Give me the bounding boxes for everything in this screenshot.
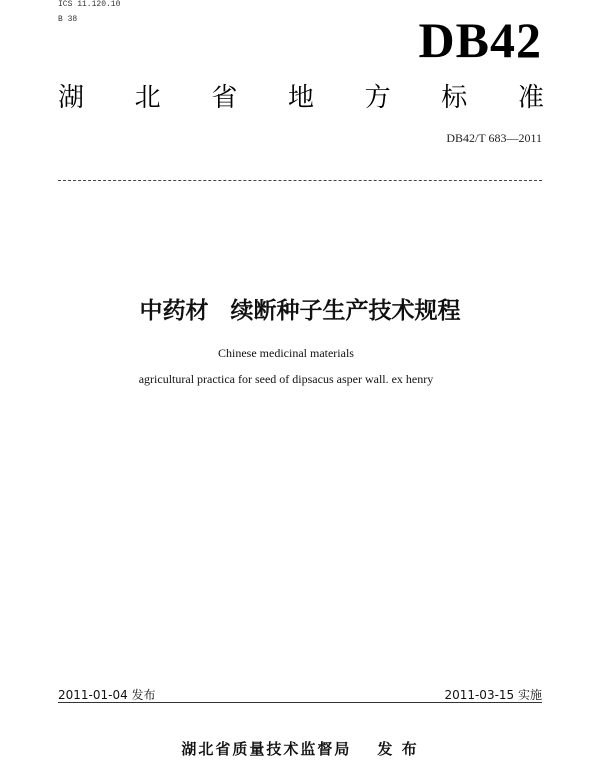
- document-title-cn: [0, 292, 600, 325]
- province-char: 方: [364, 83, 391, 113]
- standard-logo: DB42: [418, 12, 542, 68]
- issue-date: 2011-01-04 发布: [58, 688, 156, 702]
- province-char: 准: [517, 83, 544, 113]
- province-char: 北: [134, 83, 161, 113]
- province-char: 省: [211, 83, 238, 113]
- publisher-name: 湖北省质量技术监督局: [181, 740, 352, 758]
- standard-number: DB42/T 683—2011: [446, 131, 542, 145]
- implementation-date: 2011-03-15 实施: [444, 688, 542, 702]
- ics-code: ICS 11.120.10: [58, 0, 121, 9]
- top-divider: [58, 180, 542, 181]
- document-title-en-line1: Chinese medicinal materials: [218, 346, 354, 360]
- bottom-divider: [58, 702, 542, 703]
- title-cn-part2: 续断种子生产技术规程: [230, 298, 461, 324]
- province-standard-heading: [58, 80, 544, 116]
- province-char: 湖: [58, 83, 85, 113]
- title-cn-part1: 中药材: [139, 298, 209, 324]
- publish-label: 发 布: [377, 740, 419, 758]
- province-char: 地: [287, 83, 314, 113]
- province-char: 标: [441, 83, 468, 113]
- ccs-code: B 38: [58, 15, 78, 24]
- publisher-line: [0, 738, 600, 759]
- document-title-en-line2: agricultural practica for seed of dipsacus asper wall. ex henry: [138, 372, 434, 386]
